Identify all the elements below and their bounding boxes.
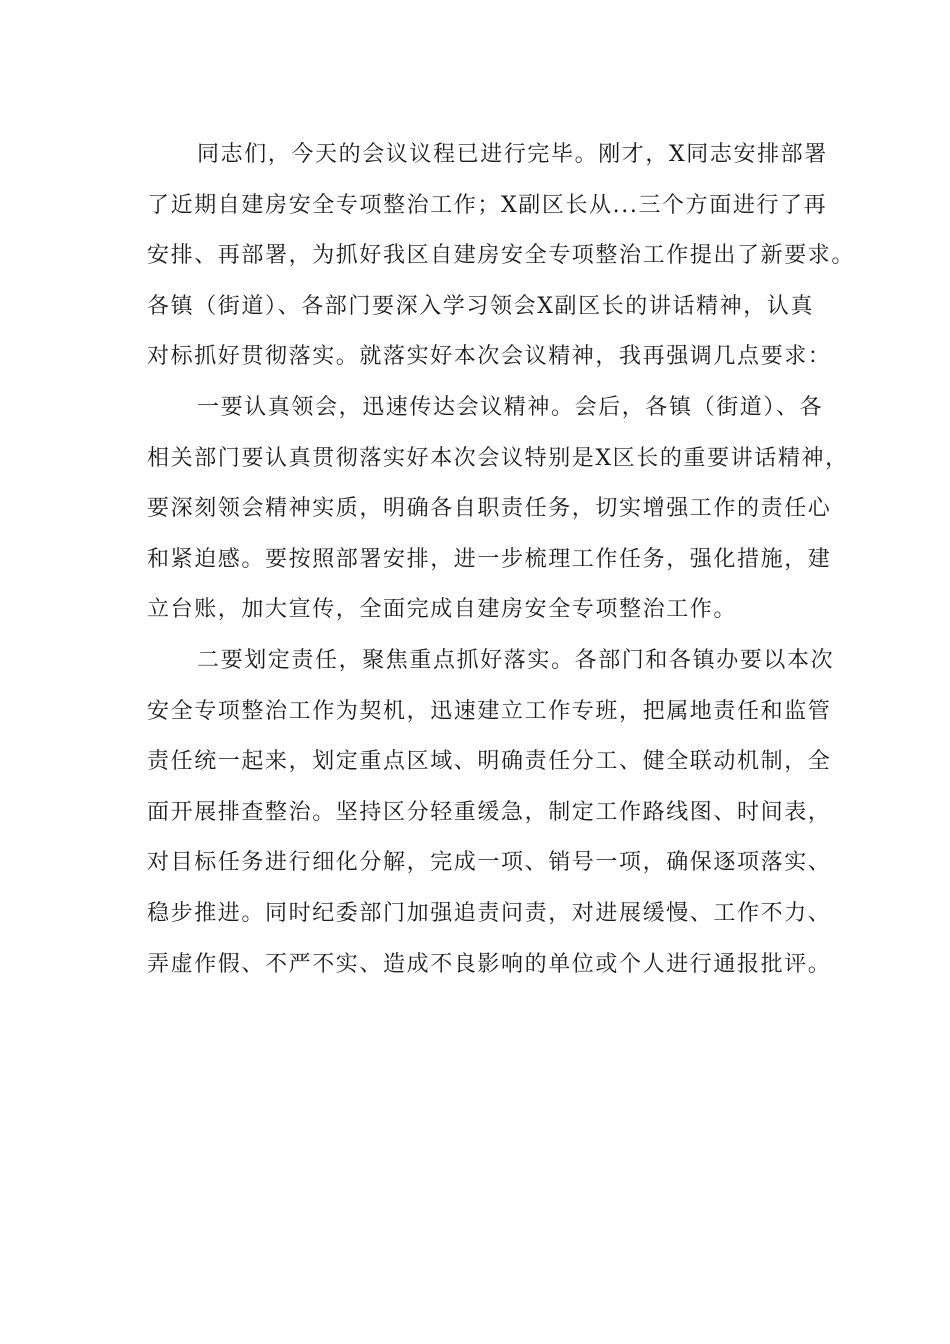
paragraph-1-line-1: 同志们，今天的会议议程已进行完毕。刚才，X同志安排部署 [197,142,828,167]
paragraph-3-line-1: 二要划定责任，聚焦重点抓好落实。各部门和各镇办要以本次 [197,647,835,673]
paragraph-1-line-3: 安排、再部署，为抓好我区自建房安全专项整治工作提出了新要求。 [147,243,856,269]
document-body [147,130,856,990]
paragraph-3-line-4: 面开展排查整治。坚持区分轻重缓急，制定工作路线图、时间表， [147,799,832,825]
paragraph-3-line-5: 对目标任务进行细化分解，完成一项、销号一项，确保逐项落实、 [147,850,832,876]
paragraph-2-line-5: 立台账，加大宣传，全面完成自建房安全专项整治工作。 [147,597,738,623]
paragraph-1-line-2: 了近期自建房安全专项整治工作；X副区长从...三个方面进行了再 [147,192,828,218]
paragraph-3-line-7: 弄虚作假、不严不实、造成不良影响的单位或个人进行通报批评。 [147,951,832,977]
paragraph-2-line-1: 一要认真领会，迅速传达会议精神。会后，各镇（街道）、各 [197,394,824,420]
paragraph-1-line-4: 各镇（街道）、各部门要深入学习领会X副区长的讲话精神，认真 [147,293,815,319]
paragraph-2-line-3: 要深刻领会精神实质，明确各自职责任务，切实增强工作的责任心 [147,496,832,522]
paragraph-3-line-3: 责任统一起来，划定重点区域、明确责任分工、健全联动机制，全 [147,749,832,775]
paragraph-2-line-2: 相关部门要认真贯彻落实好本次会议特别是X区长的重要讲话精神， [147,445,849,471]
paragraph-1-line-5: 对标抓好贯彻落实。就落实好本次会议精神，我再强调几点要求： [147,344,832,370]
paragraph-3-line-6: 稳步推进。同时纪委部门加强追责问责，对进展缓慢、工作不力、 [147,900,832,926]
paragraph-3-line-2: 安全专项整治工作为契机，迅速建立工作专班，把属地责任和监管 [147,698,832,724]
paragraph-2-line-4: 和紧迫感。要按照部署安排，进一步梳理工作任务，强化措施，建 [147,546,832,572]
